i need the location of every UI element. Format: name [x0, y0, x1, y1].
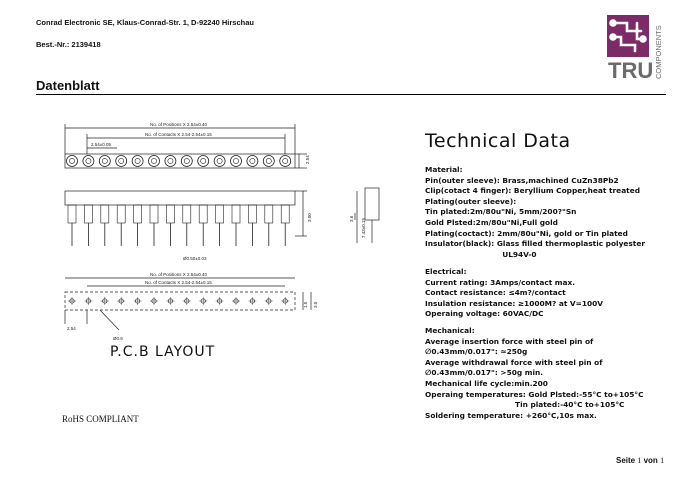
dim-height-c: 3.6 — [349, 215, 354, 222]
logo-text: TRU — [608, 58, 654, 83]
side-pin-sleeve — [232, 205, 240, 223]
top-pin-outer — [280, 156, 291, 167]
dim-height-a: 2.54 — [305, 155, 310, 164]
top-pin-inner — [168, 158, 173, 163]
top-pin-outer — [247, 156, 258, 167]
footer-page: 1 — [637, 456, 642, 465]
electrical-section: Electrical: Current rating: 3Amps/contact max. Contact resistance: ≤4m?/contact Insulation resistance: ≥1000M? at V=100V Operaing voltage: 60VAC/DC — [425, 267, 603, 319]
top-pin-outer — [165, 156, 176, 167]
top-pin-inner — [283, 158, 288, 163]
technical-data-title: Technical Data — [425, 130, 571, 152]
side-pin-sleeve — [166, 205, 174, 223]
top-pin-inner — [201, 158, 206, 163]
top-pin-outer — [214, 156, 225, 167]
top-pin-inner — [233, 158, 238, 163]
top-pin-outer — [132, 156, 143, 167]
dim-pitch: 2.54±0.05 — [91, 142, 111, 147]
footer-seite: Seite — [616, 456, 636, 465]
header-rule — [36, 94, 666, 95]
logo-side-text — [651, 17, 665, 79]
side-pin-sleeve — [134, 205, 142, 223]
side-pin-sleeve — [199, 205, 207, 223]
pcb-dim-contacts: No. of Contacts X 2.54-2.54±0.15 — [145, 280, 212, 285]
top-pin-outer — [231, 156, 242, 167]
pcb-layout-label: P.C.B LAYOUT — [110, 344, 216, 360]
dim-positions: No. of Positions X 2.54±0.40 — [150, 122, 208, 127]
top-pin-outer — [181, 156, 192, 167]
pcb-dim-c: 3.0 — [313, 301, 318, 308]
top-pin-outer — [83, 156, 94, 167]
top-pin-inner — [217, 158, 222, 163]
side-pin-sleeve — [84, 205, 92, 223]
side-pin-sleeve — [216, 205, 224, 223]
rohs-label: RoHS COMPLIANT — [62, 414, 139, 424]
page-title: Datenblatt — [36, 78, 100, 93]
tru-components-logo — [607, 15, 665, 87]
top-pin-outer — [116, 156, 127, 167]
top-pin-outer — [99, 156, 110, 167]
company-address: Conrad Electronic SE, Klaus-Conrad-Str. 1, D-92240 Hirschau — [36, 18, 254, 27]
side-pin-sleeve — [248, 205, 256, 223]
top-pin-inner — [184, 158, 189, 163]
side-pin-sleeve — [150, 205, 158, 223]
dim-height-b: 3.00 — [307, 213, 312, 222]
mechanical-section: Mechanical: Average insertion force with steel pin of ∅0.43mm/0.017": ≈250g Average withdrawal force with steel pin of ∅0.43mm/0.017": >50g min. Mechanical life cycle:min.200 Operaing temperatures: Gold Plsted:-55°C to+105°C Tin plated:-40°C to+105°C Soldering temperature: +260°C,10s max. — [425, 326, 644, 420]
side-pin-sleeve — [265, 205, 273, 223]
side-pin-sleeve — [281, 205, 289, 223]
side-pin-sleeve — [117, 205, 125, 223]
dim-contacts: No. of Contacts X 2.54-2.54±0.15 — [145, 132, 212, 137]
top-pin-outer — [198, 156, 209, 167]
pcb-dim-a: 2.54 — [67, 326, 76, 331]
top-pin-outer — [263, 156, 274, 167]
side-pin-sleeve — [183, 205, 191, 223]
top-pin-inner — [250, 158, 255, 163]
footer-von: von — [643, 456, 658, 465]
footer-total: 1 — [660, 456, 665, 465]
pcb-dim-positions: No. of Positions X 2.54±0.40 — [150, 272, 208, 277]
top-pin-inner — [86, 158, 91, 163]
side-pin-sleeve — [68, 205, 76, 223]
dim-pin-dia: Ø0.50±0.03 — [183, 256, 207, 261]
top-pin-inner — [69, 158, 74, 163]
top-pin-inner — [102, 158, 107, 163]
connector-drawing — [55, 118, 400, 368]
order-number: Best.-Nr.: 2139418 — [36, 40, 101, 49]
top-pin-inner — [119, 158, 124, 163]
pcb-dim-b: 1.5 — [303, 301, 308, 308]
top-pin-outer — [149, 156, 160, 167]
page-footer — [616, 456, 664, 465]
top-pin-inner — [151, 158, 156, 163]
side-pin-sleeve — [101, 205, 109, 223]
dim-height-d: 7.43±0.15 — [361, 218, 366, 238]
top-pin-inner — [135, 158, 140, 163]
top-pin-inner — [266, 158, 271, 163]
pcb-hole: Ø0.9 — [113, 336, 123, 341]
top-pin-outer — [67, 156, 78, 167]
svg-text:COMPONENTS: COMPONENTS — [654, 25, 663, 79]
logo-circuit-icon — [607, 15, 649, 57]
material-section: Material: Pin(outer sleeve): Brass,machined CuZn38Pb2 Clip(cotact 4 finger): Beryllium Copper,heat treated Plating(outer sleeve): Tin plated:2m/80u"Ni, 5mm/200?"Sn Gold Plsted:2m/80u"Ni,Full gold Plating(coctact): 2mm/80u"Ni, gold or Tin plated Insulator(black): Glass filled thermoplastic polyester UL94V-0 — [425, 165, 645, 259]
